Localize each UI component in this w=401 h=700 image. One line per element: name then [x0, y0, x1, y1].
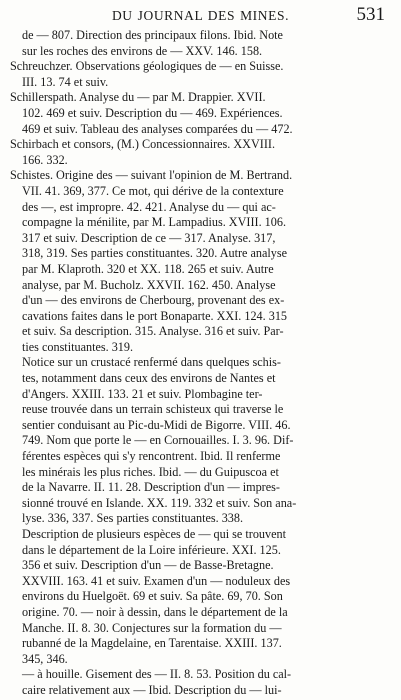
index-line: 356 et suiv. Description d'un — de Basse-Bretagne.	[22, 558, 274, 573]
index-line: analyse, par M. Bucholz. XXVII. 162. 450. Analyse	[22, 277, 276, 292]
index-line: sentier conduisant au Pic-du-Midi de Bigorre. VIII. 46.	[22, 417, 291, 432]
running-head	[10, 6, 391, 30]
index-line: Schillerspath. Analyse du — par M. Drappier. XVII.	[10, 90, 266, 105]
index-entries	[10, 28, 393, 699]
index-line: de — 807. Direction des principaux filons. Ibid. Note	[22, 28, 283, 42]
index-line: tes, notamment dans ceux des environs de Nantes et	[22, 371, 276, 386]
index-line: Schistes. Origine des — suivant l'opinion de M. Bertrand.	[10, 168, 293, 183]
index-line: de la Navarre. II. 11. 28. Description d'un — impres-	[22, 480, 280, 495]
index-line: Manche. II. 8. 30. Conjectures sur la formation du —	[22, 620, 282, 635]
running-head-title: DU JOURNAL DES MINES.	[111, 8, 290, 23]
index-line: reuse trouvée dans un terrain schisteux qui traverse le	[22, 402, 284, 417]
page-number: 531	[356, 4, 385, 25]
index-line: rubanné de la Magdelaine, en Tarentaise. XXIII. 137.	[22, 636, 282, 651]
index-line: VII. 41. 369, 377. Ce mot, qui dérive de la contexture	[22, 183, 284, 198]
index-line: Description de plusieurs espèces de — qui se trouvent	[22, 527, 286, 541]
index-line: sionné trouvé en Islande. XX. 119. 332 et suiv. Son ana-	[22, 495, 297, 510]
index-line: Schirbach et consors, (M.) Concessionnaires. XXVIII.	[10, 137, 276, 152]
index-line: 317 et suiv. Description de ce — 317. Analyse. 317,	[22, 230, 276, 245]
index-line: férentes espèces qui s'y rencontrent. Ibid. Il renferme	[22, 449, 281, 464]
index-line: caire relativement aux — Ibid. Description du — lui-	[22, 682, 282, 697]
index-line: 102. 469 et suiv. Description du — 469. Expériences.	[22, 105, 283, 120]
index-line: 318, 319. Ses parties constituantes. 320. Autre analyse	[22, 246, 288, 261]
index-line: 166. 332.	[22, 152, 68, 167]
index-line: Schreuchzer. Observations géologiques de — en Suisse.	[10, 59, 284, 74]
index-line: environs du Huelgoët. 69 et suiv. Sa pâte. 69, 70. Son	[22, 589, 283, 604]
index-line: d'un — des environs de Cherbourg, provenant des ex-	[22, 293, 285, 308]
index-line: origine. 70. — noir à dessin, dans le département de la	[22, 604, 288, 619]
index-line: sur les roches des environs de — XXV. 146. 158.	[22, 43, 263, 58]
index-line: compagne la ménilite, par M. Lampadius. XVIII. 106.	[22, 215, 286, 230]
index-line: Notice sur un crustacé renfermé dans quelques schis-	[22, 355, 281, 370]
index-line: lyse. 336, 337. Ses parties constituantes. 338.	[22, 511, 244, 526]
index-line: par M. Klaproth. 320 et XX. 118. 265 et suiv. Autre	[22, 261, 274, 276]
index-line: III. 13. 74 et suiv.	[22, 74, 109, 89]
index-line: — à houille. Gisement des — II. 8. 53. Position du cal-	[22, 667, 292, 682]
index-line: 345, 346.	[22, 651, 68, 666]
index-line: cavations faites dans le port Bonaparte. XXI. 124. 315	[22, 308, 288, 323]
index-line: XXVIII. 163. 41 et suiv. Examen d'un — noduleux des	[22, 573, 291, 588]
index-line: dans le département de la Loire inférieure. XXI. 125.	[22, 542, 281, 557]
index-line: et suiv. Sa description. 315. Analyse. 316 et suiv. Par-	[22, 324, 284, 339]
index-line: d'Angers. XXIII. 133. 21 et suiv. Plombagine ter-	[22, 386, 263, 401]
index-line: 749. Nom que porte le — en Cornouailles. I. 3. 96. Dif-	[22, 433, 294, 448]
index-line: ties constituantes. 319.	[22, 339, 134, 354]
index-line: 469 et suiv. Tableau des analyses comparées du — 472.	[22, 121, 293, 136]
index-line: les minérais les plus riches. Ibid. — du Guipuscoa et	[22, 464, 279, 479]
index-line: des —, est impropre. 42. 421. Analyse du — qui ac-	[22, 199, 276, 214]
